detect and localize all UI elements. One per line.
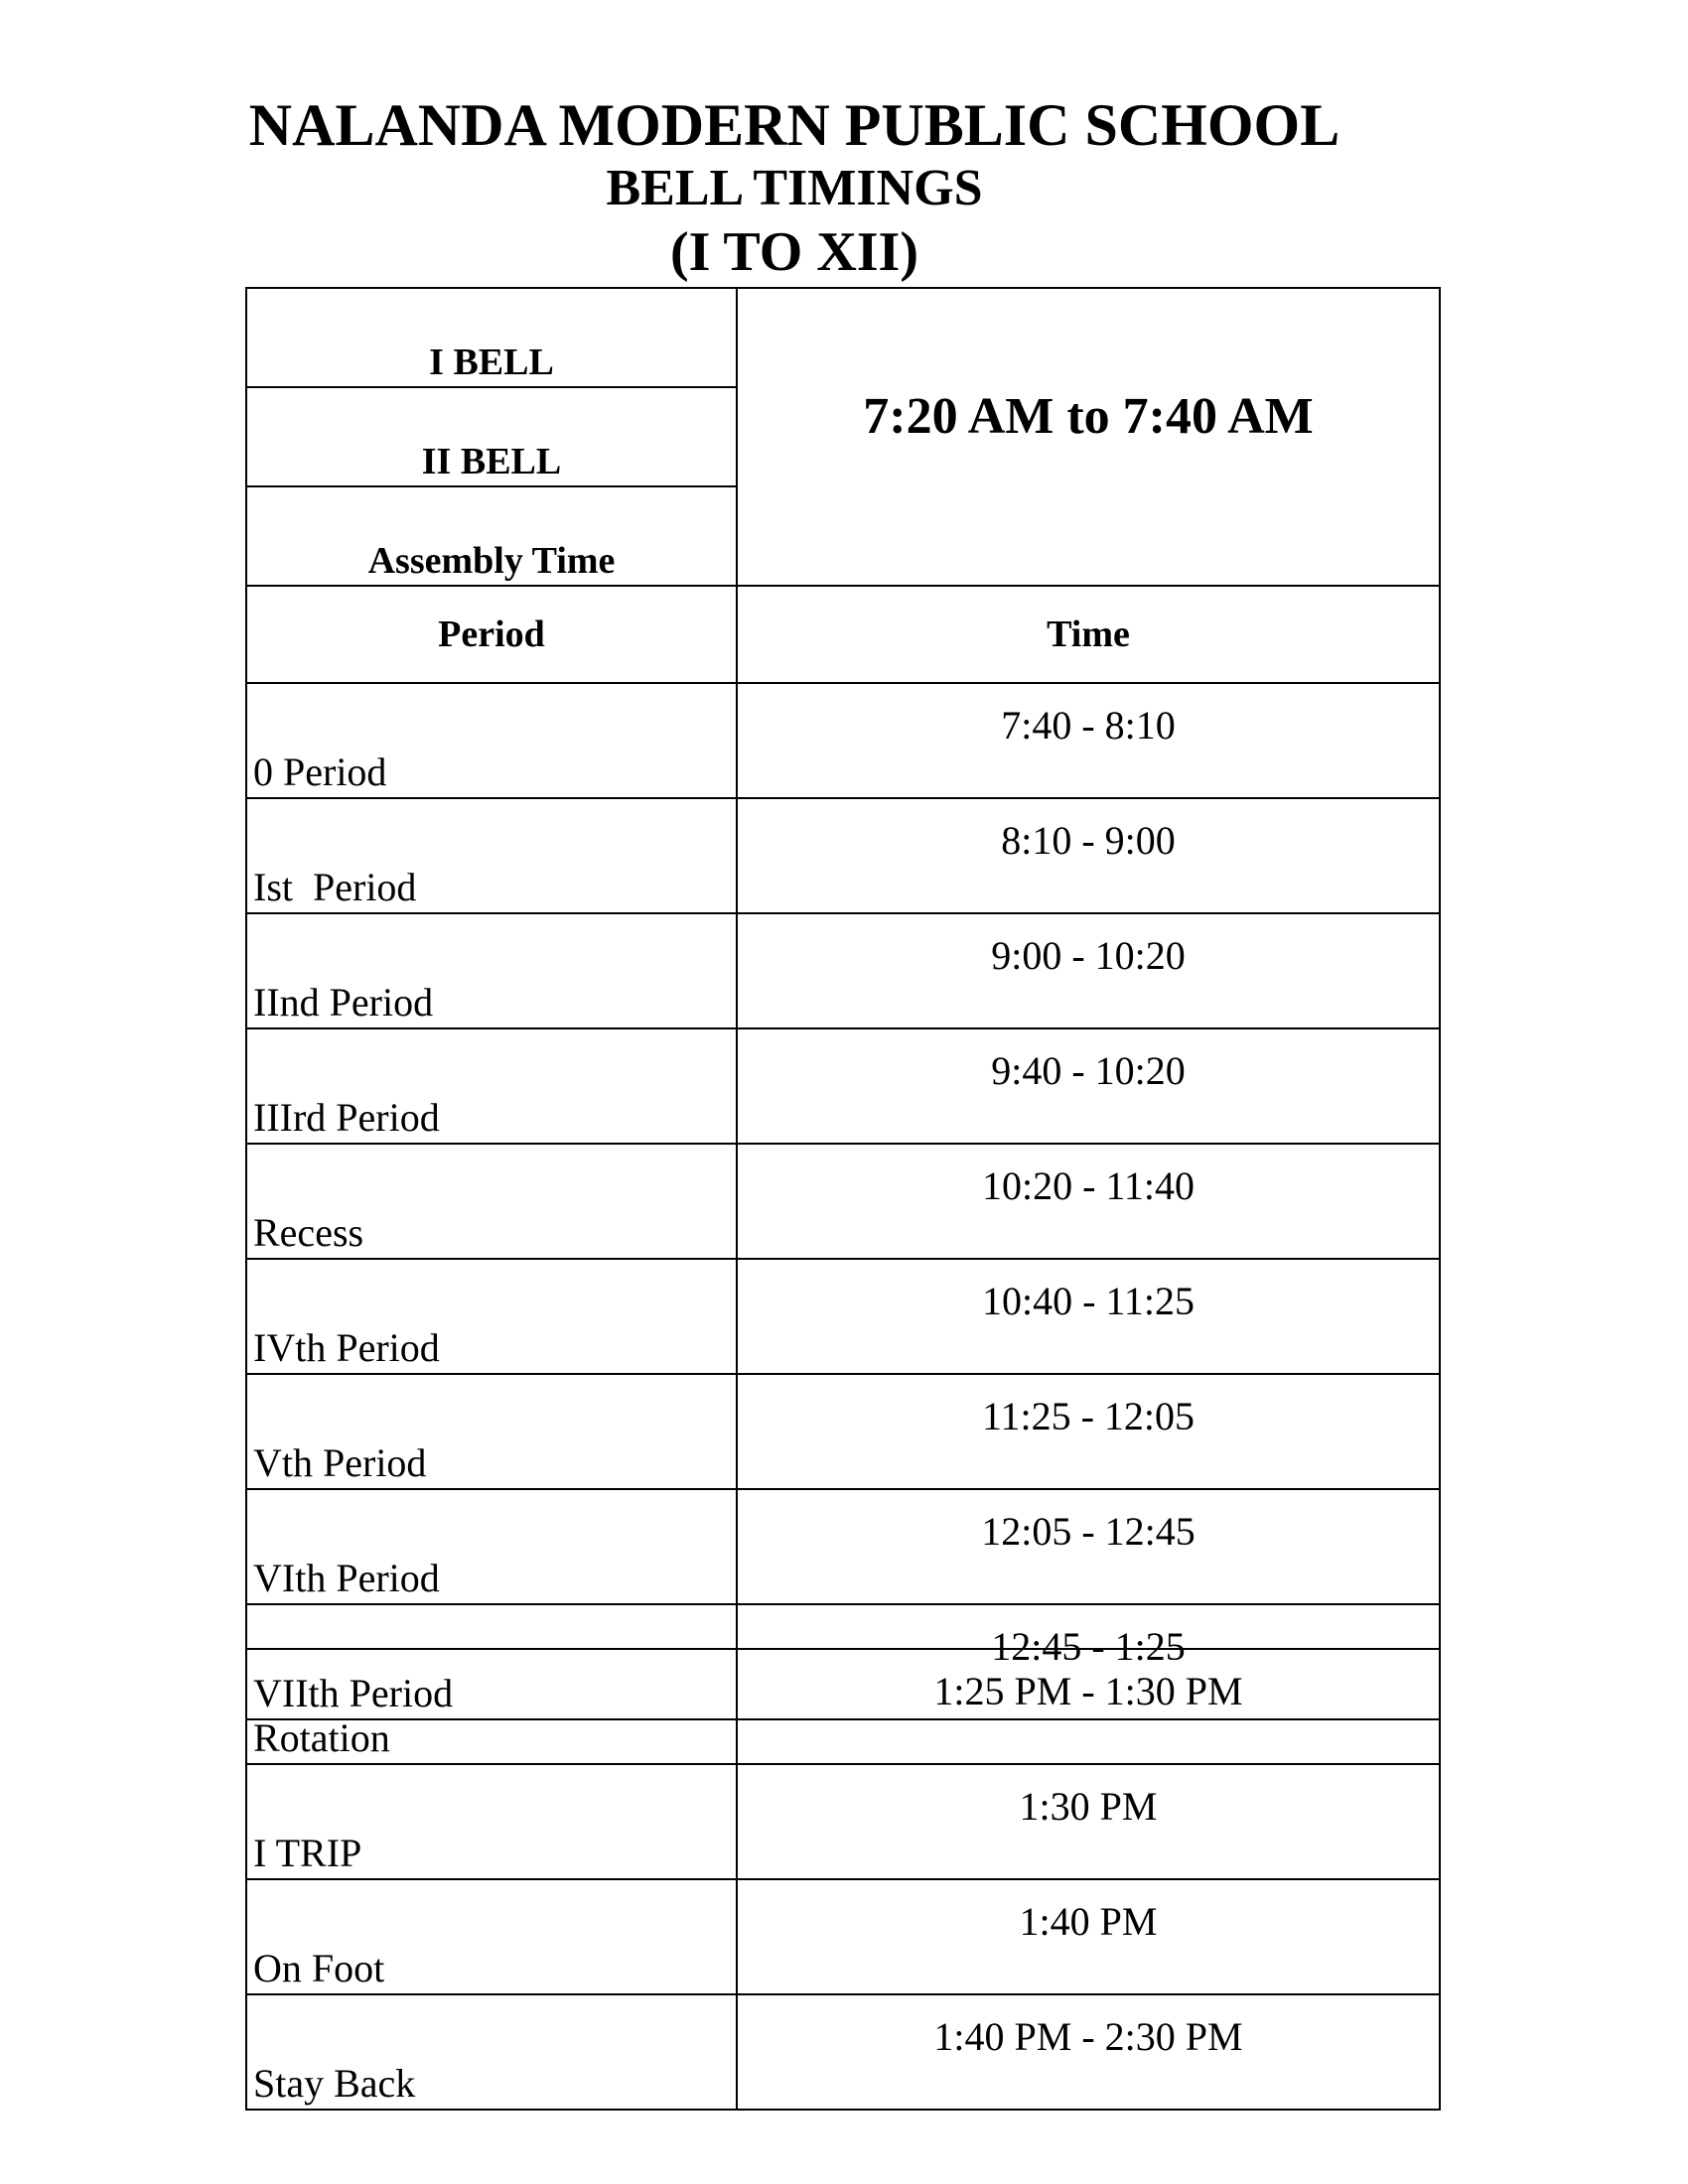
period-name: Ist Period	[246, 798, 737, 913]
period-time: 12:05 - 12:45	[737, 1489, 1440, 1604]
table-row	[246, 1764, 1440, 1879]
period-time: 9:40 - 10:20	[737, 1028, 1440, 1144]
period-time: 8:10 - 9:00	[737, 798, 1440, 913]
table-row	[246, 1144, 1440, 1259]
period-name: VIth Period	[246, 1489, 737, 1604]
dispersal-time: 1:30 PM	[737, 1764, 1440, 1879]
bell-row	[246, 288, 1440, 387]
column-header-period: Period	[246, 586, 737, 683]
period-name: IIIrd Period	[246, 1028, 737, 1144]
page-subtitle: BELL TIMINGS	[606, 160, 983, 216]
dispersal-time: 1:40 PM	[737, 1879, 1440, 1994]
period-time: 9:00 - 10:20	[737, 913, 1440, 1028]
bell-timings-table	[245, 287, 1441, 1720]
period-name: IVth Period	[246, 1259, 737, 1374]
column-header-time: Time	[737, 586, 1440, 683]
dispersal-name: Stay Back	[246, 1994, 737, 2110]
dispersal-name: Rotation	[246, 1649, 737, 1764]
period-time: 10:40 - 11:25	[737, 1259, 1440, 1374]
table-row	[246, 1374, 1440, 1489]
dispersal-name: On Foot	[246, 1879, 737, 1994]
bell-label: Assembly Time	[246, 486, 737, 586]
table-row	[246, 1649, 1440, 1764]
dispersal-time: 1:40 PM - 2:30 PM	[737, 1994, 1440, 2110]
table-row	[246, 1028, 1440, 1144]
period-time: 7:40 - 8:10	[737, 683, 1440, 798]
period-time: 12:45 - 1:25	[737, 1604, 1440, 1719]
dispersal-name: I TRIP	[246, 1764, 737, 1879]
period-name: IInd Period	[246, 913, 737, 1028]
school-name: NALANDA MODERN PUBLIC SCHOOL	[248, 92, 1340, 158]
table-row	[246, 1489, 1440, 1604]
bell-time: 7:20 AM to 7:40 AM	[737, 288, 1440, 586]
table-row	[246, 683, 1440, 798]
bell-label: I BELL	[246, 288, 737, 387]
table-row	[246, 798, 1440, 913]
table-row	[246, 913, 1440, 1028]
period-name: VIIth Period	[246, 1604, 737, 1719]
column-header-row	[246, 586, 1440, 683]
dispersal-time: 1:25 PM - 1:30 PM	[737, 1649, 1440, 1764]
period-name: Vth Period	[246, 1374, 737, 1489]
table-row	[246, 1994, 1440, 2110]
period-name: Recess	[246, 1144, 737, 1259]
table-row	[246, 1879, 1440, 1994]
period-name: 0 Period	[246, 683, 737, 798]
dispersal-table	[245, 1648, 1441, 2111]
bell-label: II BELL	[246, 387, 737, 486]
table-row	[246, 1259, 1440, 1374]
period-time: 10:20 - 11:40	[737, 1144, 1440, 1259]
period-time: 11:25 - 12:05	[737, 1374, 1440, 1489]
classes-range: (I TO XII)	[669, 221, 918, 283]
